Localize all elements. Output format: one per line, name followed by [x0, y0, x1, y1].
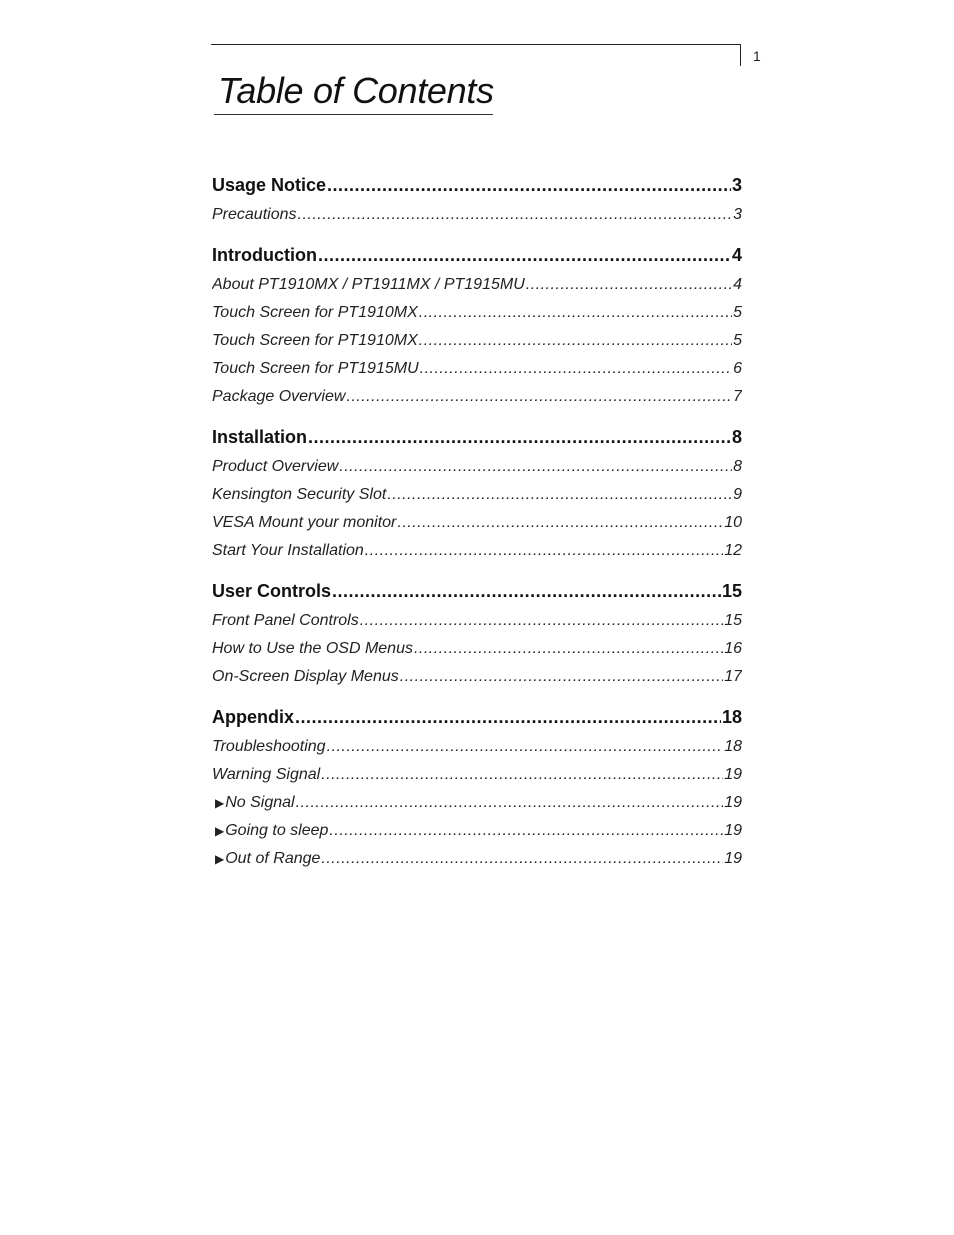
- dot-leader: [419, 327, 732, 355]
- dot-leader: [420, 355, 732, 383]
- toc-entry-label: Kensington Security Slot: [212, 486, 387, 503]
- toc-heading-introduction[interactable]: [212, 240, 742, 271]
- toc-entry[interactable]: [212, 299, 742, 327]
- toc-entry[interactable]: [212, 789, 742, 817]
- toc-entry-page: 12: [724, 542, 742, 559]
- toc-section-usage-notice: [212, 170, 742, 229]
- dot-leader: [419, 299, 732, 327]
- toc-entry[interactable]: [212, 453, 742, 481]
- toc-entry-label: Package Overview: [212, 388, 346, 405]
- toc-entry-label: Start Your Installation: [212, 542, 364, 559]
- toc-section-appendix: [212, 702, 742, 873]
- toc-entry-page: 5: [733, 304, 742, 321]
- toc-section-installation: [212, 422, 742, 565]
- toc-entry-label: Troubleshooting: [212, 738, 326, 755]
- toc-entry-label: Product Overview: [212, 458, 339, 475]
- title-underline: [214, 114, 493, 115]
- header-rule: [211, 44, 741, 45]
- triangle-bullet-icon: ▶: [215, 796, 225, 810]
- dot-leader: [397, 509, 723, 537]
- toc-entry-label: Precautions: [212, 206, 297, 223]
- toc-entry-label: Touch Screen for PT1915MU: [212, 360, 419, 377]
- dot-leader: [339, 453, 732, 481]
- toc-entry-page: 19: [724, 850, 742, 867]
- toc-heading-page: 3: [731, 175, 742, 195]
- toc-entry-label: How to Use the OSD Menus: [212, 640, 413, 657]
- toc-entry[interactable]: [212, 481, 742, 509]
- toc-entry[interactable]: [212, 663, 742, 691]
- dot-leader: [296, 789, 724, 817]
- toc-heading-label: Installation: [212, 427, 308, 447]
- toc-heading-page: 18: [721, 707, 742, 727]
- dot-leader: [332, 576, 721, 607]
- toc-heading-label: Usage Notice: [212, 175, 327, 195]
- table-of-contents: [212, 170, 742, 884]
- toc-entry[interactable]: [212, 607, 742, 635]
- toc-section-introduction: [212, 240, 742, 411]
- toc-entry-label: Going to sleep: [225, 822, 329, 839]
- dot-leader: [360, 607, 723, 635]
- toc-entry-page: 10: [724, 514, 742, 531]
- toc-entry-page: 5: [733, 332, 742, 349]
- toc-entry[interactable]: [212, 761, 742, 789]
- toc-entry[interactable]: [212, 537, 742, 565]
- dot-leader: [308, 422, 731, 453]
- toc-entry[interactable]: [212, 817, 742, 845]
- toc-entry-page: 4: [733, 276, 742, 293]
- toc-entry-label: Out of Range: [225, 850, 321, 867]
- dot-leader: [321, 761, 723, 789]
- toc-entry-label: Touch Screen for PT1910MX: [212, 332, 418, 349]
- toc-entry[interactable]: [212, 327, 742, 355]
- triangle-bullet-icon: ▶: [215, 824, 225, 838]
- triangle-bullet-icon: ▶: [215, 852, 225, 866]
- toc-entry[interactable]: [212, 201, 742, 229]
- page-title: Table of Contents: [218, 70, 494, 111]
- toc-entry-page: 6: [733, 360, 742, 377]
- toc-heading-page: 8: [731, 427, 742, 447]
- dot-leader: [327, 170, 731, 201]
- toc-heading-installation[interactable]: [212, 422, 742, 453]
- toc-entry-page: 19: [724, 766, 742, 783]
- toc-heading-usage-notice[interactable]: [212, 170, 742, 201]
- header-tick: [740, 44, 741, 66]
- toc-heading-page: 15: [721, 581, 742, 601]
- toc-entry-page: 15: [724, 612, 742, 629]
- dot-leader: [318, 240, 731, 271]
- toc-entry[interactable]: [212, 845, 742, 873]
- toc-entry-label: VESA Mount your monitor: [212, 514, 397, 531]
- toc-entry-page: 16: [724, 640, 742, 657]
- toc-entry-page: 9: [733, 486, 742, 503]
- toc-heading-label: Introduction: [212, 245, 317, 265]
- toc-entry-label: Front Panel Controls: [212, 612, 359, 629]
- toc-entry-page: 19: [724, 822, 742, 839]
- toc-heading-label: User Controls: [212, 581, 332, 601]
- dot-leader: [327, 733, 724, 761]
- dot-leader: [526, 271, 732, 299]
- toc-entry-page: 3: [733, 206, 742, 223]
- toc-entry-label: Warning Signal: [212, 766, 321, 783]
- toc-entry-page: 8: [733, 458, 742, 475]
- dot-leader: [414, 635, 723, 663]
- toc-entry-label: About PT1910MX / PT1911MX / PT1915MU: [212, 276, 525, 293]
- toc-heading-user-controls[interactable]: [212, 576, 742, 607]
- toc-entry-page: 18: [724, 738, 742, 755]
- dot-leader: [387, 481, 732, 509]
- toc-entry-label: No Signal: [225, 794, 295, 811]
- toc-heading-appendix[interactable]: [212, 702, 742, 733]
- toc-entry-label: Touch Screen for PT1910MX: [212, 304, 418, 321]
- toc-heading-label: Appendix: [212, 707, 295, 727]
- toc-entry[interactable]: [212, 733, 742, 761]
- toc-entry-page: 19: [724, 794, 742, 811]
- toc-entry[interactable]: [212, 635, 742, 663]
- dot-leader: [346, 383, 732, 411]
- toc-entry-page: 17: [724, 668, 742, 685]
- toc-entry[interactable]: [212, 509, 742, 537]
- toc-heading-page: 4: [731, 245, 742, 265]
- dot-leader: [329, 817, 723, 845]
- toc-entry-label: On-Screen Display Menus: [212, 668, 399, 685]
- dot-leader: [298, 201, 733, 229]
- dot-leader: [295, 702, 721, 733]
- toc-entry[interactable]: [212, 271, 742, 299]
- toc-entry-page: 7: [733, 388, 742, 405]
- dot-leader: [321, 845, 723, 873]
- dot-leader: [400, 663, 723, 691]
- toc-entry[interactable]: [212, 355, 742, 383]
- page-number: 1: [753, 48, 761, 64]
- toc-section-user-controls: [212, 576, 742, 691]
- toc-entry[interactable]: [212, 383, 742, 411]
- dot-leader: [365, 537, 723, 565]
